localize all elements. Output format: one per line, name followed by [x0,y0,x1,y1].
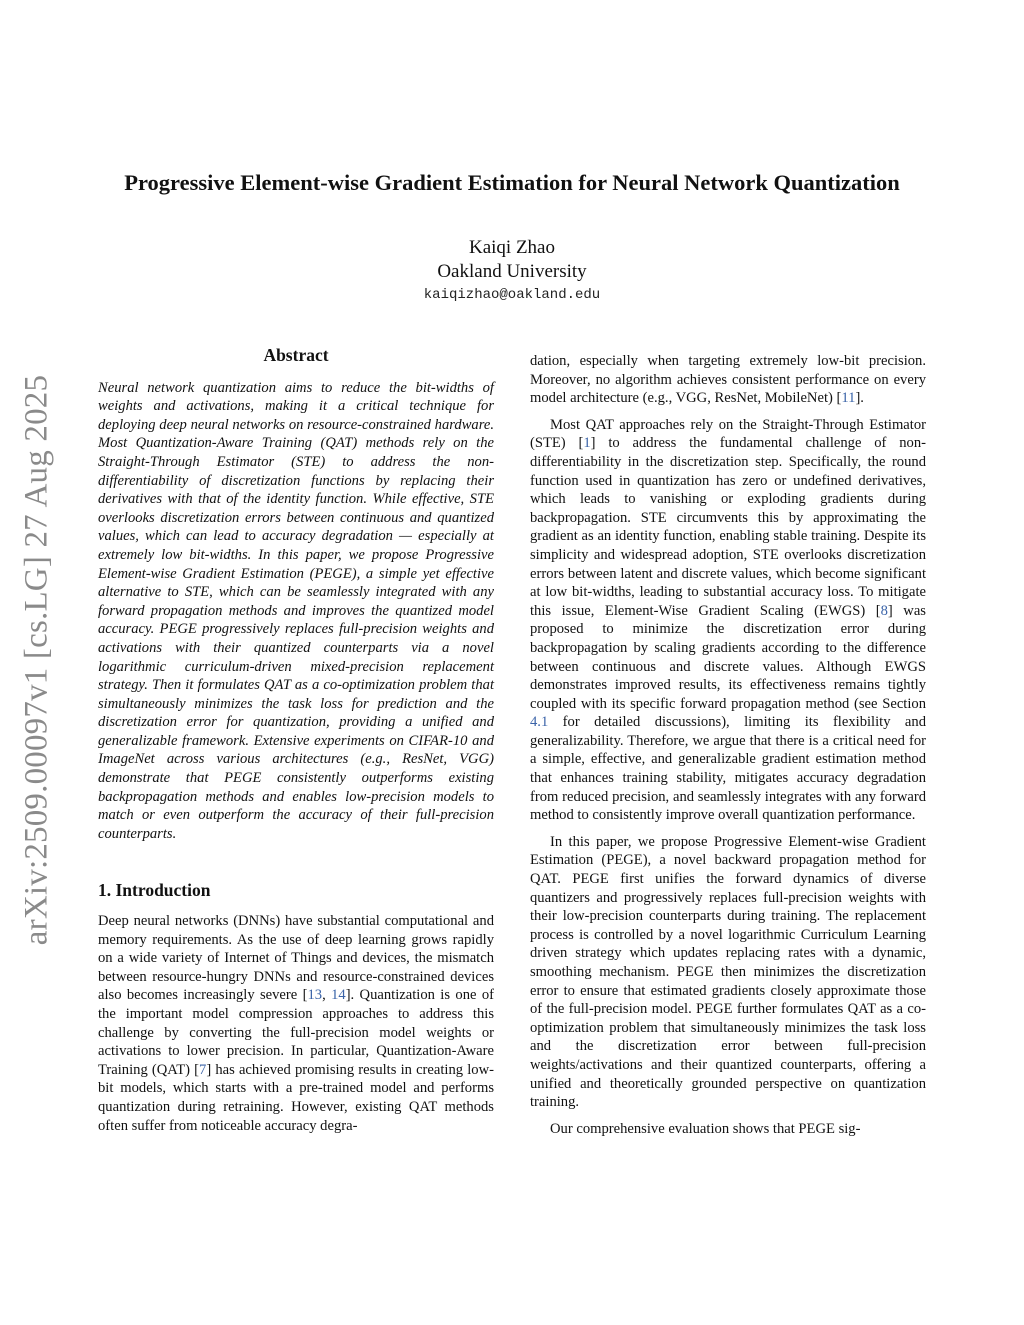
right-column [530,352,926,1146]
abstract-heading: Abstract [263,345,329,365]
citation-link[interactable]: 7 [199,1061,207,1078]
left-column [98,346,494,1143]
intro-paragraph-4: Our comprehensive evaluation shows that PEGE sig- [550,1120,861,1137]
citation-link[interactable]: 13 [307,987,323,1004]
author-affiliation: Oakland University [437,261,587,282]
intro-paragraph-2: Most QAT approaches rely on the Straight-Through Estimator (STE) [1] to address the fundamental challenge of non-differentiability in the discretization step. Specifically, the round function used in quantization has zero or undefined derivatives, which leads to vanishing or exploding gradients during backpropagation. STE circumvents this by approximating the gradient as an identity function, enabling stable training. Despite its simplicity and widespread adoption, STE overlooks discretization errors between latent and discrete values, which become significant at low bit-widths, leading to substantial accuracy loss. To mitigate this issue, Element-Wise Gradient Scaling (EWGS) [8] was proposed to minimize the discretization error during backpropagation by scaling gradients according to the difference between continuous and discrete values. Although EWGS demonstrates improved results, its effectiveness remains tightly coupled with its specific forward propagation method (see Section 4.1 for detailed discussions), limiting its flexibility and generalizability. Therefore, we argue that there is a critical need for a simple, effective, and generalizable gradient estimation method that enhances training stability, mitigates accuracy degradation from reduced precision, and seamlessly integrates with any forward method to consistently improve overall quantization performance. [530,416,926,824]
introduction-heading: 1. Introduction [98,880,211,901]
arxiv-identifier: arXiv:2509.00097v1 [cs.LG] 27 Aug 2025 [18,374,55,946]
arxiv-sidebar [12,360,62,960]
author-name: Kaiqi Zhao [468,237,555,258]
citation-link[interactable]: 1 [583,435,591,452]
citation-link[interactable]: 14 [331,987,346,1004]
citation-link[interactable]: 11 [841,390,856,407]
intro-paragraph-1: Deep neural networks (DNNs) have substantial computational and memory requirements. As the use of deep learning grows rapidly on a wide variety of Internet of Things and devices, the mismatch between resource-hungry DNNs and resource-constrained devices also becomes increasingly severe [13, 14]. Quantization is one of the important model compression approaches to address this challenge by converting the full-precision model weights or activations to lower precision. In particular, Quantization-Aware Training (QAT) [7] has achieved promising results in creating low-bit models, which starts with a pre-trained model and performs quantization during retraining. However, existing QAT methods often suffer from noticeable accuracy degra- [98,913,494,1134]
intro-paragraph-1-continued: dation, especially when targeting extremely low-bit precision. Moreover, no algorithm achieves consistent performance on every model architecture (e.g., VGG, ResNet, MobileNet) [11]. [530,353,926,407]
citation-link[interactable]: 8 [880,602,888,619]
author-email: kaiqizhao@oakland.edu [423,287,601,303]
intro-paragraph-3: In this paper, we propose Progressive Element-wise Gradient Estimation (PEGE), a novel backward propagation method for QAT. PEGE first unifies the forward dynamics of diverse quantizers and progressively replaces full-precision weights with their low-precision counterparts during training. The replacement process is controlled by a novel logarithmic Curriculum Learning driven strategy which updates replacing rates with a dynamic, smoothing mechanism. PEGE then minimizes the discretization error to ensure that estimated gradients closely approximate those of the full-precision model. PEGE further formulates QAT as a co-optimization problem that simultaneously minimizes the task loss and the discretization error between full-precision weights/activations and their quantized counterparts, offering a unified and theoretically grounded perspective on quantization training. [530,833,926,1111]
author-block [0,236,1024,306]
abstract-body: Neural network quantization aims to reduce the bit-widths of weights and activations, making it a critical technique for deploying deep neural networks on resource-constrained hardware. Most Quantization-Aware Training (QAT) methods rely on the Straight-Through Estimator (STE) to address the non-differentiability of discretization functions by replacing their derivatives with that of the identity function. While effective, STE overlooks discretization errors between continuous and quantized values, which can lead to accuracy degradation — especially at extremely low bit-widths. In this paper, we propose Progressive Element-wise Gradient Estimation (PEGE), a simple yet effective alternative to STE, which can be seamlessly integrated with any forward propagation methods and improves the quantized model accuracy. PEGE progressively replaces full-precision weights and activations with their quantized counterparts via a novel logarithmic curriculum-driven mixed-precision replacement strategy. Then it formulates QAT as a co-optimization problem that simultaneously minimizes the task loss for prediction and the discretization error for quantization, providing a unified and generalizable framework. Extensive experiments on CIFAR-10 and ImageNet across various architectures (e.g., ResNet, VGG) demonstrate that PEGE consistently outperforms existing backpropagation methods and enables low-precision models to match or even outperform the accuracy of their full-precision counterparts. [98,379,494,842]
paper-title: Progressive Element-wise Gradient Estimation for Neural Network Quantization [124,170,900,195]
section-reference-link[interactable]: 4.1 [530,714,549,731]
